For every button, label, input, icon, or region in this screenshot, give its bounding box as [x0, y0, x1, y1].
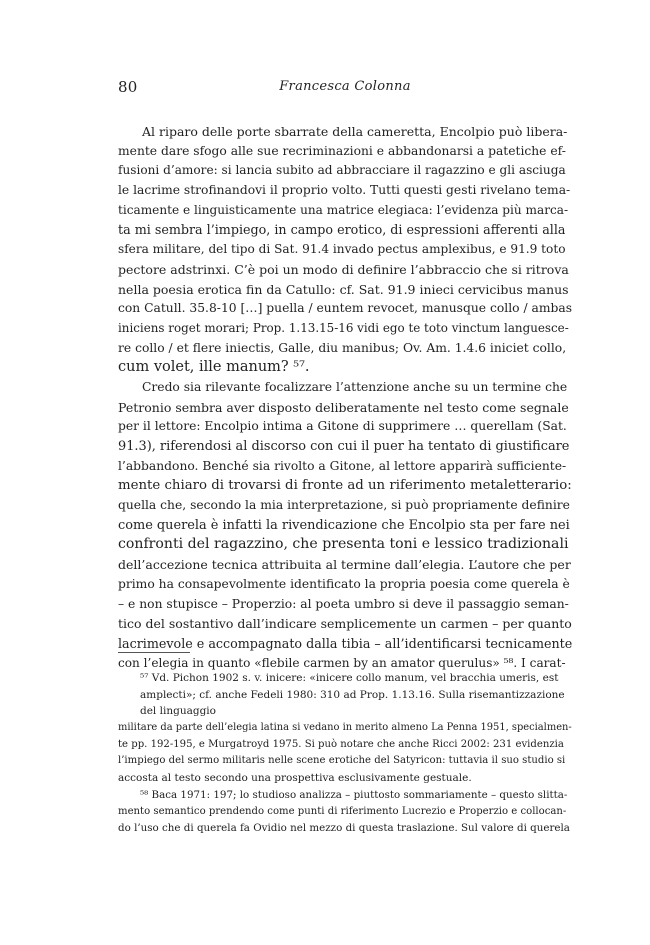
- text-line: dell’accezione tecnica attribuita al termine dall’elegia. L’autore che per: [118, 557, 571, 573]
- text-line: ticamente e linguisticamente una matrice elegiaca: l’evidenza più marca-: [118, 202, 569, 217]
- text-line: Credo sia rilevante focalizzare l’attenzione anche su un termine che: [142, 379, 568, 394]
- text-line: confronti del ragazzino, che presenta toni e lessico tradizionali: [118, 536, 569, 553]
- text-line: le lacrime strofinandovi il proprio volto. Tutti questi gesti rivelano tema-: [118, 183, 571, 198]
- text-line: l’abbandono. Benché sia rivolto a Gitone, al lettore apparirà sufficiente-: [118, 458, 567, 473]
- text-line: tico del sostantivo dall’indicare semplicemente un carmen – per quanto: [118, 616, 572, 632]
- text-line: cum volet, ille manum? ⁵⁷.: [118, 359, 310, 376]
- text-line: sfera militare, del tipo di Sat. 91.4 invado pectus amplexibus, e 91.9 toto: [118, 242, 566, 257]
- main-text: [118, 122, 572, 673]
- running-head: [118, 78, 572, 102]
- footnotes: [118, 670, 572, 837]
- footnote-line: accosta al testo secondo una prospettiva esclusivamente gestuale.: [118, 772, 472, 785]
- text-line: per il lettore: Encolpio intima a Gitone di supprimere … querellam (Sat.: [118, 419, 567, 434]
- text-line: fusioni d’amore: si lancia subito ad abbracciare il ragazzino e gli asciuga: [118, 163, 566, 178]
- footnote-line: militare da parte dell’elegia latina si vedano in merito almeno La Penna 1951, specialmen-: [118, 722, 572, 734]
- footnote-line: mento semantico prendendo come punti di riferimento Lucrezio e Properzio e collocan-: [118, 805, 567, 817]
- text-line: – e non stupisce – Properzio: al poeta umbro si deve il passaggio seman-: [118, 596, 569, 611]
- text-line: con Catull. 35.8-10 […] puella / euntem revocet, manusque collo / ambas: [118, 301, 573, 316]
- text-line: quella che, secondo la mia interpretazione, si può propriamente definire: [118, 498, 570, 513]
- footnote-separator: [118, 652, 190, 653]
- text-line: con l’elegia in quanto «flebile carmen by an amator querulus» ⁵⁸. I carat-: [118, 655, 566, 670]
- footnote-line: ⁵⁷ Vd. Pichon 1902 s. v. inicere: «inicere collo manum, vel bracchia umeris, est amplecti»; cf. anche Fedeli 1980: 310 ad Prop. 1.13.16. Sulla risemantizzazione del linguaggio: [140, 672, 565, 718]
- text-line: Petronio sembra aver disposto deliberatamente nel testo come segnale: [118, 399, 569, 415]
- running-head-author: Francesca Colonna: [279, 79, 411, 94]
- text-line: primo ha consapevolmente identificato la propria poesia come querela è: [118, 576, 570, 591]
- footnote-line: ⁵⁸ Baca 1971: 197; lo studioso analizza – piuttosto sommariamente – questo slitta-: [140, 788, 568, 801]
- text-line: 91.3), riferendosi al discorso con cui il puer ha tentato di giustificare: [118, 439, 570, 454]
- text-line: mente chiaro di trovarsi di fronte ad un riferimento metaletterario:: [118, 478, 572, 494]
- text-line: pectore adstrinxi. C’è poi un modo di definire l’abbraccio che si ritrova: [118, 261, 569, 277]
- text-line: Al riparo delle porte sbarrate della cameretta, Encolpio può libera-: [142, 124, 568, 139]
- page-number: 80: [118, 78, 138, 96]
- text-line: iniciens roget morari; Prop. 1.13.15-16 vidi ego te toto vinctum languesce-: [118, 320, 569, 335]
- footnote-line: do l’uso che di querela fa Ovidio nel mezzo di questa traslazione. Sul valore di querela: [118, 822, 570, 835]
- text-line: come querela è infatti la rivendicazione che Encolpio sta per fare nei: [118, 517, 570, 533]
- footnote-line: l’impiego del sermo militaris nelle scene erotiche del Satyricon: tuttavia il suo studio si: [118, 755, 566, 767]
- footnote-line: te pp. 192-195, e Murgatroyd 1975. Si può notare che anche Ricci 2002: 231 evidenzia: [118, 738, 564, 750]
- text-line: ta mi sembra l’impiego, in campo erotico, di espressioni afferenti alla: [118, 222, 566, 238]
- text-line: mente dare sfogo alle sue recriminazioni e abbandonarsi a patetiche ef-: [118, 143, 566, 158]
- text-line: nella poesia erotica fin da Catullo: cf. Sat. 91.9 inieci cervicibus manus: [118, 281, 569, 297]
- text-line: lacrimevole e accompagnato dalla tibia – all’identificarsi tecnicamente: [118, 635, 573, 651]
- text-line: re collo / et flere iniectis, Galle, diu manibus; Ov. Am. 1.4.6 iniciet collo,: [118, 340, 567, 355]
